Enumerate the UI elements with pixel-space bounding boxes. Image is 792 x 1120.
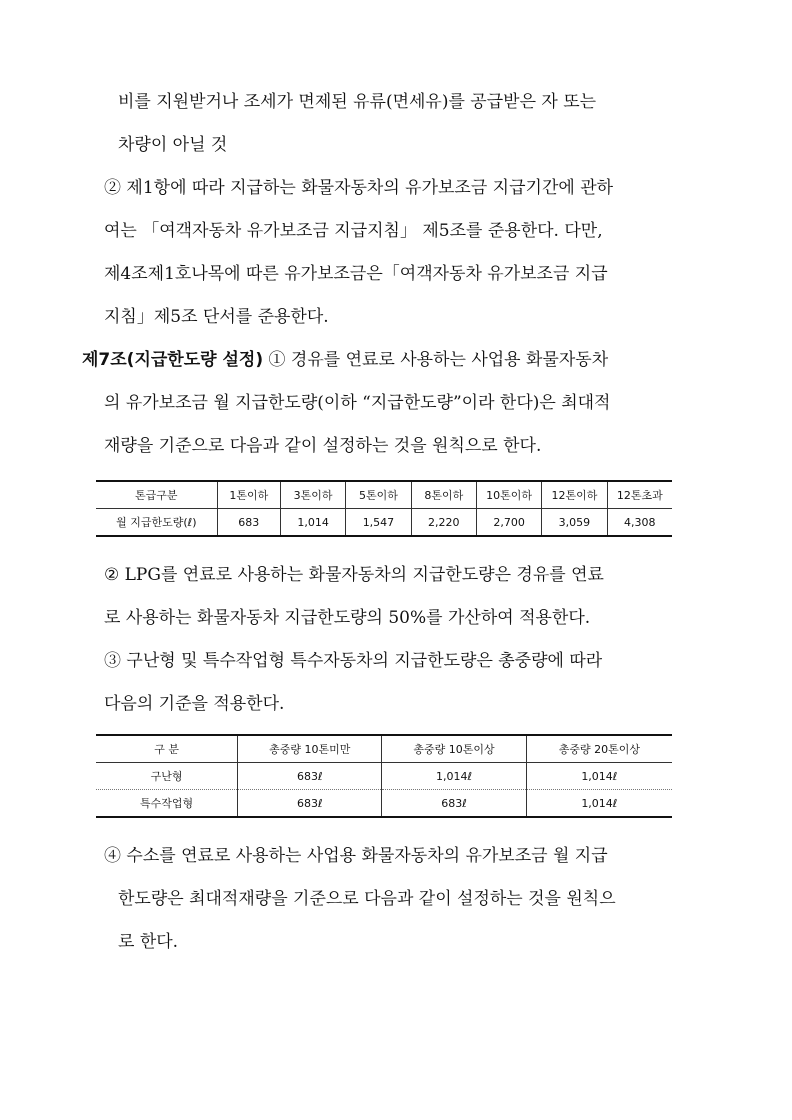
table-header-cell: 총중량 20톤이상 [526, 735, 672, 763]
table-header-cell: 5톤이하 [346, 481, 411, 509]
table-header-cell: 8톤이하 [411, 481, 476, 509]
table-header-cell: 10톤이하 [476, 481, 541, 509]
paragraph-line: ② 제1항에 따라 지급하는 화물자동차의 유가보조금 지급기간에 관하 [104, 178, 614, 198]
table-cell: 683ℓ [238, 790, 382, 818]
article-7-first-line [82, 349, 608, 371]
paragraph-line: 다음의 기준을 적용한다. [104, 694, 285, 714]
table-cell: 특수작업형 [96, 790, 238, 818]
table-header-row [96, 481, 672, 509]
paragraph-line: 재량을 기준으로 다음과 같이 설정하는 것을 원칙으로 한다. [104, 436, 542, 456]
table-cell: 3,059 [542, 509, 607, 537]
paragraph-line: 제4조제1호나목에 따른 유가보조금은「여객자동차 유가보조금 지급 [104, 264, 608, 284]
table-cell: 683ℓ [238, 763, 382, 790]
special-vehicle-limit-table [96, 734, 672, 818]
tonnage-limit-table [96, 480, 672, 537]
paragraph-line: 차량이 아닐 것 [118, 135, 228, 155]
table-cell: 2,700 [476, 509, 541, 537]
table-header-cell: 3톤이하 [280, 481, 345, 509]
table-row [96, 763, 672, 790]
table-header-cell: 12톤이하 [542, 481, 607, 509]
table-header-cell: 총중량 10톤이상 [382, 735, 526, 763]
paragraph-line: ② LPG를 연료로 사용하는 화물자동차의 지급한도량은 경유를 연료 [104, 565, 604, 585]
paragraph-line: ③ 구난형 및 특수작업형 특수자동차의 지급한도량은 총중량에 따라 [104, 651, 603, 671]
table-header-cell: 총중량 10톤미만 [238, 735, 382, 763]
table-cell: 1,014ℓ [382, 763, 526, 790]
paragraph-line: 로 한다. [118, 932, 179, 952]
table-cell: 683 [217, 509, 280, 537]
article-heading: 제7조(지급한도량 설정) [82, 350, 264, 370]
table-cell: 1,014ℓ [526, 763, 672, 790]
paragraph-line: 의 유가보조금 월 지급한도량(이하 “지급한도량”이라 한다)은 최대적 [104, 393, 611, 413]
paragraph-line: 한도량은 최대적재량을 기준으로 다음과 같이 설정하는 것을 원칙으 [118, 889, 616, 909]
table-header-cell: 구 분 [96, 735, 238, 763]
table-cell: 월 지급한도량(ℓ) [96, 509, 217, 537]
paragraph-text: ① 경유를 연료로 사용하는 사업용 화물자동차 [268, 350, 609, 370]
paragraph-line: 여는 「여객자동차 유가보조금 지급지침」 제5조를 준용한다. 다만, [104, 221, 603, 241]
table-cell: 683ℓ [382, 790, 526, 818]
table-cell: 2,220 [411, 509, 476, 537]
paragraph-line: 지침」제5조 단서를 준용한다. [104, 307, 329, 327]
table-cell: 1,547 [346, 509, 411, 537]
table-cell: 1,014ℓ [526, 790, 672, 818]
paragraph-line: ④ 수소를 연료로 사용하는 사업용 화물자동차의 유가보조금 월 지급 [104, 846, 608, 866]
table-header-cell: 톤급구분 [96, 481, 217, 509]
table-cell: 4,308 [607, 509, 672, 537]
table-row [96, 509, 672, 537]
table-header-row [96, 735, 672, 763]
table-header-cell: 1톤이하 [217, 481, 280, 509]
table-header-cell: 12톤초과 [607, 481, 672, 509]
table-cell: 1,014 [280, 509, 345, 537]
paragraph-line: 비를 지원받거나 조세가 면제된 유류(면세유)를 공급받은 자 또는 [118, 92, 597, 112]
table-cell: 구난형 [96, 763, 238, 790]
table-row [96, 790, 672, 818]
paragraph-line: 로 사용하는 화물자동차 지급한도량의 50%를 가산하여 적용한다. [104, 608, 591, 628]
